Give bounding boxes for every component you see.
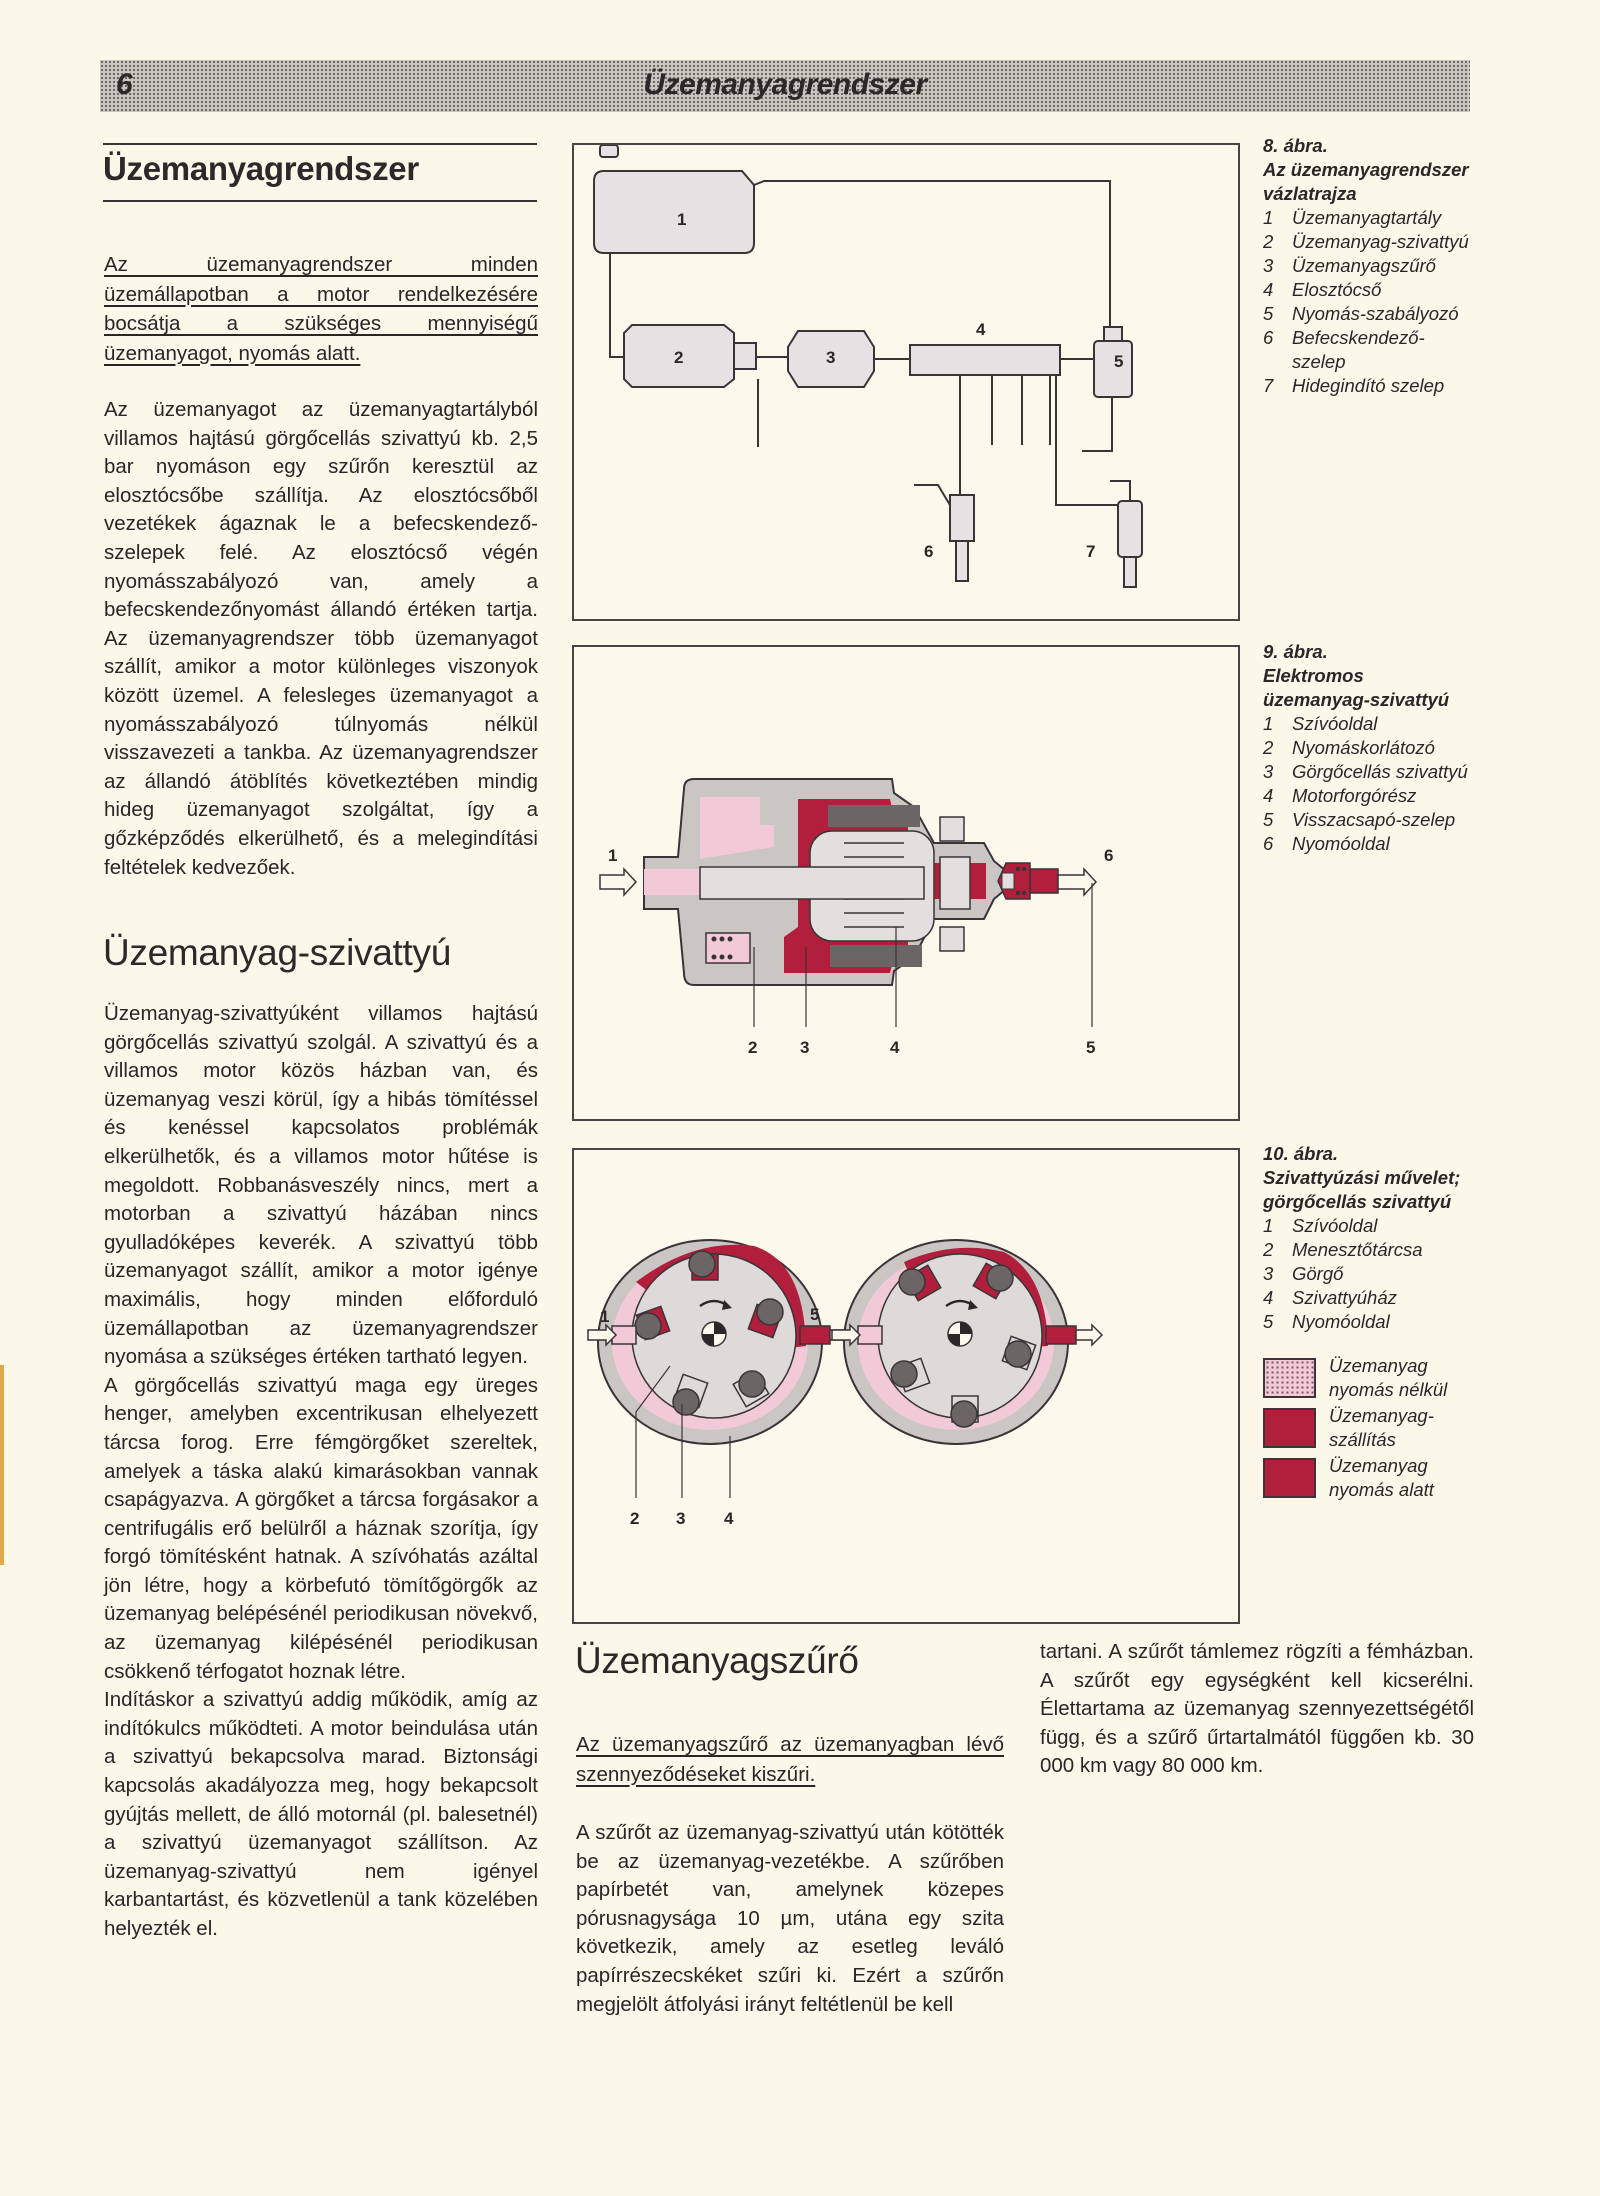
- callout-4: 4: [890, 1038, 900, 1057]
- callout-3: 3: [826, 348, 836, 367]
- running-header: [100, 60, 1470, 112]
- legend-item: 5 Nyomóoldal: [1263, 1311, 1390, 1332]
- tank-cap: [600, 145, 618, 157]
- legend-item: 1 Szívóoldal: [1263, 713, 1378, 734]
- figure-9-electric-fuel-pump: [572, 645, 1240, 1121]
- column-middle-bottom: [576, 1730, 1004, 2019]
- legend-item: 1 Üzemanyagtartály: [1263, 207, 1442, 228]
- callout-1: 1: [608, 846, 618, 865]
- section3-body-continued: tartani. A szűrőt támlemez rögzíti a fémházban. A szűrőt egy egységként kell kicserélni. Élettartama az üzemanyag szennyezettségétől függ, és a szűrő űrtartalmától függően kb. 30 000 km vagy 80 000 km.: [1040, 1640, 1474, 1778]
- color-legend-label: Üzemanyag-szállítás: [1329, 1405, 1434, 1450]
- section3-lead: Az üzemanyagszűrő az üzemanyagban lévő szennyeződéseket kiszűri.: [576, 1733, 1004, 1786]
- callout-1: 1: [600, 1307, 610, 1326]
- callout-4: 4: [976, 320, 986, 339]
- roller: [757, 1299, 783, 1325]
- inlet-arrow-icon: [600, 869, 636, 895]
- check-valve-plunger: [1002, 873, 1014, 889]
- swatch-delivery: [1263, 1408, 1316, 1448]
- legend-item: 6 Befecskendező-szelep: [1263, 327, 1425, 372]
- brush-top: [940, 817, 964, 841]
- legend-item: 4 Elosztócső: [1263, 279, 1382, 300]
- legend-item: 6 Nyomóoldal: [1263, 833, 1390, 854]
- commutator: [940, 857, 970, 909]
- outlet-nozzle: [1030, 869, 1058, 893]
- color-legend-row: [1263, 1404, 1475, 1452]
- roller: [1005, 1341, 1031, 1367]
- motor-shaft: [700, 867, 924, 899]
- section-heading-fuel-filter: Üzemanyagszűrő: [575, 1640, 859, 1681]
- legend-item: 5 Visszacsapó-szelep: [1263, 809, 1456, 830]
- callout-5: 5: [1114, 352, 1124, 371]
- legend-item: 2 Menesztőtárcsa: [1263, 1239, 1423, 1260]
- stator-magnet-top: [828, 805, 920, 827]
- pressure-regulator: [1094, 341, 1132, 397]
- pump-state-left: [588, 1240, 856, 1528]
- callout-6: 6: [1104, 846, 1114, 865]
- page-edge-strip: [0, 1365, 4, 1565]
- outlet-port: [1046, 1326, 1076, 1344]
- roller: [951, 1401, 977, 1427]
- column-left-top: [104, 250, 538, 882]
- color-legend-row: [1263, 1454, 1475, 1502]
- figure-8-fuel-system-schematic: [572, 143, 1240, 621]
- roller: [673, 1389, 699, 1415]
- figure-10-caption: [1263, 1142, 1475, 1502]
- section3-body: A szűrőt az üzemanyag-szivattyú után kötötték be az üzemanyag-vezetékbe. A szűrőben papírbetét van, amelynek közepes pórusnagysága 10 µm, utána egy szita következik, amely az esetleg leváló papírrészecskéket szűri ki. Ezért a szűrőn megjelölt átfolyási irányt feltétlenül be kell: [576, 1821, 1004, 2016]
- figure-10-number: 10. ábra.: [1263, 1143, 1339, 1164]
- page-number: 6: [116, 68, 133, 101]
- regulator-top: [1104, 327, 1122, 341]
- section2-paragraph: Indításkor a szivattyú addig működik, amíg az indítókulcs működteti. A motor beindulása után a szivattyú bekapcsolva marad. Biztonsági kapcsolás akadályozza meg, hogy bekapcsolt gyújtás mellett, de álló motornál (pl. balesetnél) a szivattyú üzemanyagot szállítson. Az üzemanyag-szivattyú nem igényel karbantartást, és közvetlenül a tank közelében helyezték el.: [104, 1688, 538, 1940]
- color-legend-label: Üzemanyag nyomás nélkül: [1329, 1355, 1448, 1400]
- cold-start-nozzle: [1124, 557, 1136, 587]
- legend-item: 4 Szivattyúház: [1263, 1287, 1397, 1308]
- callout-2: 2: [748, 1038, 758, 1057]
- figure-9-caption: [1263, 640, 1475, 856]
- color-legend-label: Üzemanyag nyomás alatt: [1329, 1455, 1434, 1500]
- color-legend-row: [1263, 1354, 1475, 1402]
- figure-9-number: 9. ábra.: [1263, 641, 1328, 662]
- section-heading-fuel-pump: Üzemanyag-szivattyú: [103, 932, 451, 973]
- figure-10-roller-cell-pump: [572, 1148, 1240, 1624]
- fuel-tank: [594, 171, 754, 253]
- roller: [739, 1371, 765, 1397]
- figure-10-title: Szivattyúzási művelet; görgőcellás szivattyú: [1263, 1167, 1461, 1212]
- section-rule-bottom: [103, 200, 537, 202]
- section2-paragraph: Üzemanyag-szivattyúként villamos hajtású görgőcellás szivattyú szolgál. A szivattyú és a villamos motor közös házban van, és üzemanyag veszi körül, így a hibás tömítéssel és kenéssel kapcsolatos problémák elkerülhetők, és a villamos motor hűtése is megoldott. Robbanásveszély nincs, mert a motorban a szivattyú házában nincs gyulladóképes keverék. A szivattyú több üzemanyagot szállít, amikor a motor igénye maximális, hogy minden előforduló üzemállapotban az üzemanyagrendszer nyomása a szükséges értéken tartható legyen.: [104, 1002, 538, 1369]
- roller-cell-pump-diagram: [574, 1150, 1238, 1622]
- legend-item: 1 Szívóoldal: [1263, 1215, 1378, 1236]
- legend-item: 4 Motorforgórész: [1263, 785, 1417, 806]
- callout-4: 4: [724, 1509, 734, 1528]
- running-title: Üzemanyagrendszer: [643, 68, 927, 101]
- legend-item: 2 Nyomáskorlátozó: [1263, 737, 1435, 758]
- legend-item: 3 Görgő: [1263, 1263, 1344, 1284]
- stator-magnet-bottom: [830, 945, 922, 967]
- swatch-pressurized: [1263, 1458, 1316, 1498]
- figure-9-title: Elektromos üzemanyag-szivattyú: [1263, 665, 1450, 710]
- fuel-system-diagram: [574, 145, 1238, 619]
- figure-8-title: Az üzemanyagrendszer vázlatrajza: [1263, 159, 1469, 204]
- section-rule-top: [103, 143, 537, 145]
- section-heading-fuel-system: Üzemanyagrendszer: [103, 150, 419, 187]
- legend-item: 2 Üzemanyag-szivattyú: [1263, 231, 1469, 252]
- callout-7: 7: [1086, 542, 1096, 561]
- callout-1: 1: [677, 210, 687, 229]
- pump-outlet: [734, 343, 756, 369]
- brush-bottom: [940, 927, 964, 951]
- callout-2: 2: [630, 1509, 640, 1528]
- inlet-port: [858, 1326, 882, 1344]
- legend-item: 5 Nyomás-szabályozó: [1263, 303, 1459, 324]
- column-left-bottom: [104, 1000, 538, 1944]
- fuel-rail: [910, 345, 1060, 375]
- electric-pump-diagram: [574, 647, 1238, 1119]
- callout-6: 6: [924, 542, 934, 561]
- swatch-unpressurized: [1263, 1358, 1316, 1398]
- roller: [635, 1313, 661, 1339]
- outlet-arrow-icon: [1076, 1325, 1102, 1345]
- cold-start-valve: [1118, 501, 1142, 557]
- section1-lead: Az üzemanyagrendszer minden üzemállapotban a motor rendelkezésére bocsátja a szükséges mennyiségű üzemanyagot, nyomás alatt.: [104, 253, 538, 365]
- legend-item: 7 Hidegindító szelep: [1263, 375, 1445, 396]
- callout-3: 3: [676, 1509, 686, 1528]
- outlet-arrow-icon: [1058, 869, 1096, 895]
- callout-5: 5: [1086, 1038, 1096, 1057]
- section2-paragraph: A görgőcellás szivattyú maga egy üreges henger, amelyben excentrikusan elhelyezett tárcsa forog. Erre fémgörgőket szereltek, amelyek a táska alakú kimarásokban vannak csapágyazva. A görgőket a tárcsa forgásakor a centrifugális erő belülről a háznak szorítja, így forgó tömítésként hatnak. A szívóhatás azáltal jön létre, hogy a körbefutó tömítőgörgők az üzemanyag belépésénél periodikusan növekvő, az üzemanyag kilépésénél periodikusan csökkenő térfogatot hoznak létre.: [104, 1373, 538, 1683]
- injector: [950, 495, 974, 541]
- column-right-bottom: [1040, 1638, 1474, 1781]
- legend-item: 3 Görgőcellás szivattyú: [1263, 761, 1468, 782]
- figure-8-caption: [1263, 134, 1475, 398]
- roller: [987, 1265, 1013, 1291]
- pump-state-right: [832, 1240, 1102, 1444]
- legend-item: 3 Üzemanyagszűrő: [1263, 255, 1436, 276]
- outlet-port: [800, 1326, 830, 1344]
- roller: [891, 1361, 917, 1387]
- inlet-channel: [644, 869, 708, 895]
- callout-3: 3: [800, 1038, 810, 1057]
- callout-5: 5: [810, 1305, 820, 1324]
- roller: [689, 1251, 715, 1277]
- injector-nozzle: [956, 541, 968, 581]
- roller: [899, 1269, 925, 1295]
- figure-8-number: 8. ábra.: [1263, 135, 1328, 156]
- section1-body: Az üzemanyagot az üzemanyagtartályból villamos hajtású görgőcellás szivattyú kb. 2,5 bar nyomáson egy szűrőn keresztül az elosztócsőbe szállítja. Az elosztócsőből vezetékek ágaznak le a befecskendező-szelepek felé. Az elosztócső végén nyomásszabályozó van, amely a befecskendezőnyomást állandó értéken tartja. Az üzemanyagrendszer több üzemanyagot szállít, amikor a motor különleges viszonyok között üzemel. A felesleges üzemanyagot a nyomásszabályozó túlnyomás nélkül visszavezeti a tankba. Az üzemanyagrendszer az állandó átöblítés következtében mindig hideg üzemanyagot szolgáltat, így a gőzképződés elkerülhető, és a melegindítási feltételek kedvezőek.: [104, 398, 538, 879]
- callout-2: 2: [674, 348, 684, 367]
